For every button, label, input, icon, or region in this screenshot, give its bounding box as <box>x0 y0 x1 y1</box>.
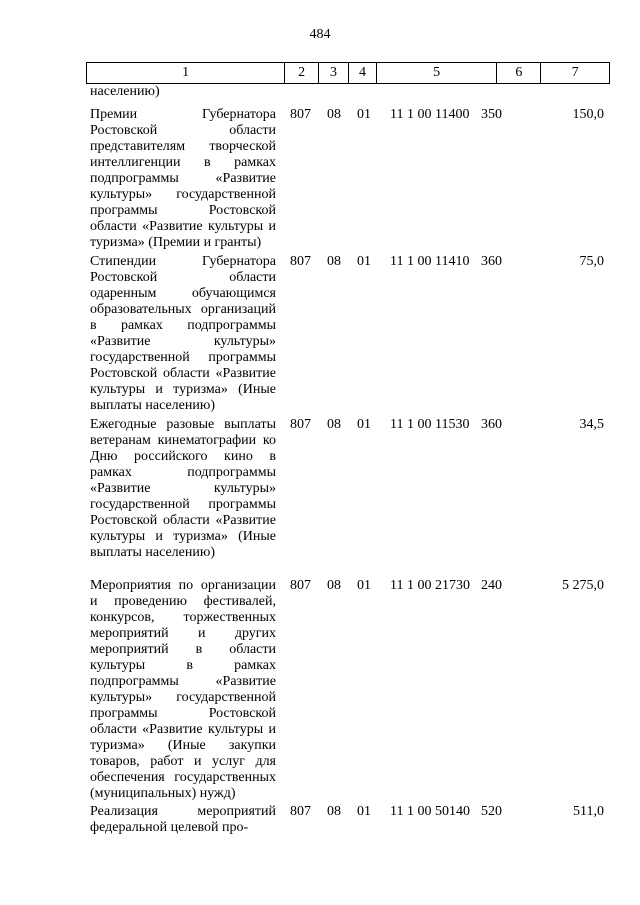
row-amount: 34,5 <box>579 417 604 432</box>
row-subsection-code: 01 <box>357 417 371 432</box>
header-col-1: 1 <box>87 63 285 83</box>
row-amount: 5 275,0 <box>562 578 604 593</box>
header-col-4: 4 <box>349 63 377 83</box>
row-target-code: 11 1 00 11410 <box>390 254 470 269</box>
row-subsection-code: 01 <box>357 804 371 819</box>
row-section-code: 08 <box>327 417 341 432</box>
row-subsection-code: 01 <box>357 107 371 122</box>
header-col-2: 2 <box>285 63 319 83</box>
row-description: Мероприятия по организации и проведению фестивалей, конкурсов, торжественных мероприятий и других мероприятий в области культуры в рамках подпрограммы «Развитие культуры» государственной программы Ростовской области «Развитие культуры и туризма» (Иные закупки товаров, работ и услуг для обеспечения государственных (муниципальных) нужд) <box>90 578 276 801</box>
row-section-code: 08 <box>327 254 341 269</box>
header-col-3: 3 <box>319 63 349 83</box>
row-description: Ежегодные разовые выплаты ветеранам кинематографии ко Дню российского кино в рамках подпрограммы «Развитие культуры» государственной программы Ростовской области «Развитие культуры и туризма» (Иные выплаты населению) <box>90 417 276 560</box>
row-amount: 150,0 <box>572 107 604 122</box>
row-expense-type: 240 <box>481 578 502 593</box>
row-target-code: 11 1 00 11400 <box>390 107 470 122</box>
row-expense-type: 360 <box>481 417 502 432</box>
header-col-5: 5 <box>377 63 498 83</box>
row-ministry-code: 807 <box>290 804 311 819</box>
row-ministry-code: 807 <box>290 417 311 432</box>
header-col-7: 7 <box>571 65 579 80</box>
row-ministry-code: 807 <box>290 254 311 269</box>
row-section-code: 08 <box>327 804 341 819</box>
row-ministry-code: 807 <box>290 107 311 122</box>
row-description: Премии Губернатора Ростовской области представителям творческой интеллигенции в рамках подпрограммы «Развитие культуры» государственной программы Ростовской области «Развитие культуры и туризма» (Премии и гранты) <box>90 107 276 250</box>
header-col-6: 6 <box>497 63 541 83</box>
row-description: Стипендии Губернатора Ростовской области одаренным обучающимся образовательных организаций в рамках подпрограммы «Развитие культуры» государственной программы Ростовской области «Развитие культуры и туризма» (Иные выплаты населению) <box>90 254 276 413</box>
row-amount: 511,0 <box>573 804 604 819</box>
row-expense-type: 350 <box>481 107 502 122</box>
row-section-code: 08 <box>327 107 341 122</box>
row-target-code: 11 1 00 50140 <box>390 804 470 819</box>
row-section-code: 08 <box>327 578 341 593</box>
continuation-text: населению) <box>90 84 160 99</box>
row-description: Реализация мероприятий федеральной целевой про- <box>90 804 276 835</box>
row-expense-type: 360 <box>481 254 502 269</box>
row-subsection-code: 01 <box>357 254 371 269</box>
row-target-code: 11 1 00 11530 <box>390 417 470 432</box>
row-ministry-code: 807 <box>290 578 311 593</box>
row-amount: 75,0 <box>579 254 604 269</box>
row-target-code: 11 1 00 21730 <box>390 578 470 593</box>
row-expense-type: 520 <box>481 804 502 819</box>
row-subsection-code: 01 <box>357 578 371 593</box>
page-number: 484 <box>309 27 331 42</box>
table-header <box>86 62 610 84</box>
